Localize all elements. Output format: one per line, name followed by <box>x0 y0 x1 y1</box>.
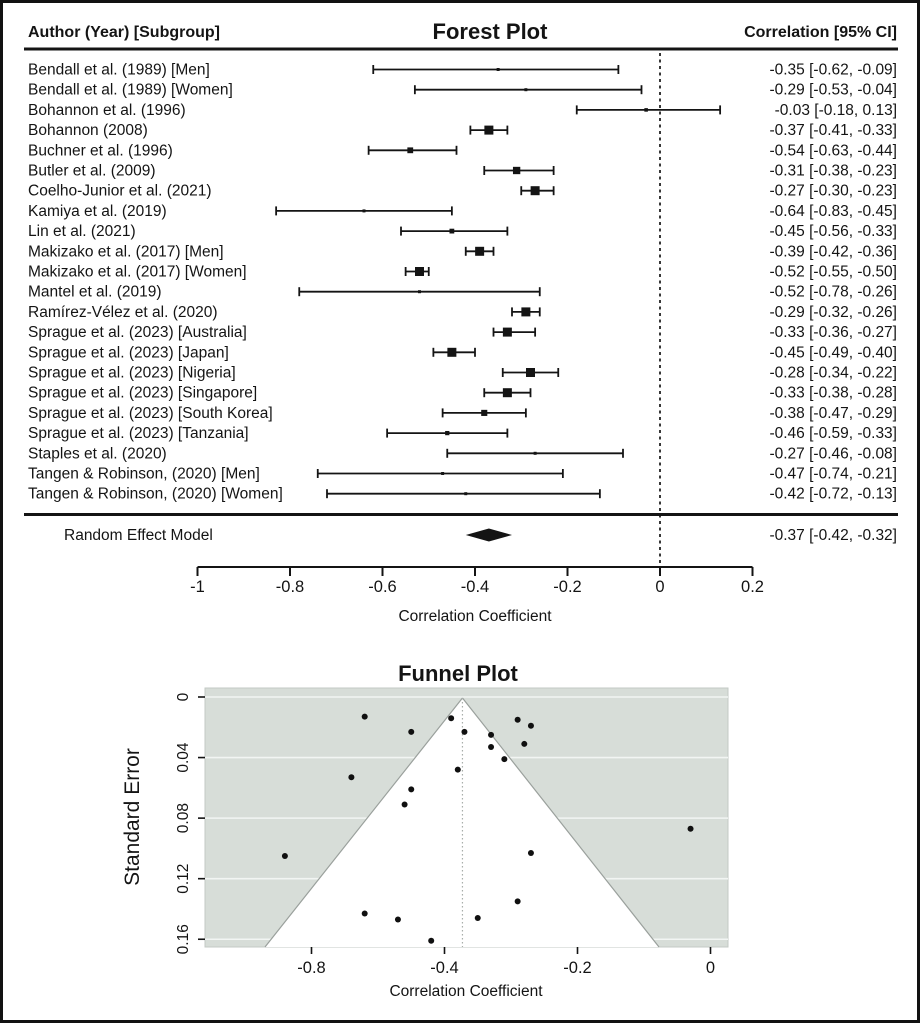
funnel-point <box>688 826 694 832</box>
funnel-point <box>501 756 507 762</box>
funnel-y-axis-label: Standard Error <box>121 748 144 886</box>
study-label: Tangen & Robinson, (2020) [Men] <box>28 465 260 483</box>
study-ci-text: -0.42 [-0.72, -0.13] <box>769 485 897 503</box>
funnel-point <box>448 715 454 721</box>
effect-square <box>503 328 512 337</box>
study-ci-text: -0.45 [-0.56, -0.33] <box>769 223 897 241</box>
funnel-plot <box>121 661 728 1000</box>
funnel-x-tick-label: -0.2 <box>563 959 592 977</box>
funnel-point <box>488 744 494 750</box>
study-label: Ramírez-Vélez et al. (2020) <box>28 303 218 321</box>
study-ci-text: -0.52 [-0.55, -0.50] <box>769 263 897 281</box>
funnel-point <box>528 723 534 729</box>
study-label: Sprague et al. (2023) [Japan] <box>28 344 229 362</box>
funnel-y-tick-label: 0.04 <box>175 742 192 773</box>
effect-square <box>513 167 520 174</box>
study-row <box>28 183 897 200</box>
funnel-point <box>408 786 414 792</box>
effect-square <box>521 307 530 316</box>
funnel-x-tick-label: -0.8 <box>297 959 326 977</box>
funnel-x-tick-label: -0.4 <box>430 959 459 977</box>
funnel-y-tick-label: 0.12 <box>175 863 192 894</box>
funnel-point <box>488 732 494 738</box>
study-label: Tangen & Robinson, (2020) [Women] <box>28 485 283 503</box>
study-label: Sprague et al. (2023) [Nigeria] <box>28 364 236 382</box>
forest-x-tick-label: -0.8 <box>275 578 305 596</box>
funnel-point <box>515 717 521 723</box>
summary-ci-text: -0.37 [-0.42, -0.32] <box>769 527 897 544</box>
funnel-point <box>461 729 467 735</box>
study-ci-text: -0.46 [-0.59, -0.33] <box>769 425 897 443</box>
study-label: Staples et al. (2020) <box>28 445 167 463</box>
forest-title: Forest Plot <box>432 19 548 44</box>
study-label: Lin et al. (2021) <box>28 223 136 241</box>
funnel-x-axis-label: Correlation Coefficient <box>389 983 543 1000</box>
study-row <box>28 82 897 99</box>
funnel-point <box>455 767 461 773</box>
effect-square <box>644 108 648 112</box>
study-row <box>28 102 897 119</box>
study-row <box>28 203 897 220</box>
forest-x-tick-label: -0.6 <box>368 578 397 596</box>
funnel-point <box>528 850 534 856</box>
forest-plot <box>24 19 898 625</box>
forest-x-tick-label: 0.2 <box>741 578 764 596</box>
study-ci-text: -0.33 [-0.38, -0.28] <box>769 384 897 402</box>
effect-square <box>497 68 500 71</box>
study-row <box>28 365 897 382</box>
study-ci-text: -0.52 [-0.78, -0.26] <box>769 283 897 301</box>
effect-square <box>526 368 535 377</box>
forest-x-tick-label: -0.4 <box>460 578 490 596</box>
funnel-y-tick-label: 0 <box>175 692 192 702</box>
study-row <box>28 223 897 240</box>
study-row <box>28 324 897 341</box>
summary-diamond <box>466 529 512 542</box>
funnel-point <box>408 729 414 735</box>
study-ci-text: -0.33 [-0.36, -0.27] <box>769 324 897 342</box>
effect-square <box>363 209 366 212</box>
funnel-point <box>402 801 408 807</box>
study-label: Buchner et al. (1996) <box>28 142 173 160</box>
funnel-point <box>362 714 368 720</box>
study-ci-text: -0.03 [-0.18, 0.13] <box>774 101 897 119</box>
study-ci-text: -0.38 [-0.47, -0.29] <box>769 404 897 422</box>
funnel-x-tick-label: 0 <box>705 959 716 977</box>
forest-x-tick-label: -0.2 <box>553 578 582 596</box>
effect-square <box>407 147 413 153</box>
effect-square <box>441 472 444 475</box>
forest-header-right: Correlation [95% CI] <box>744 24 897 41</box>
funnel-point <box>395 917 401 923</box>
study-ci-text: -0.54 [-0.63, -0.44] <box>769 142 897 160</box>
study-row <box>28 486 897 503</box>
summary-label: Random Effect Model <box>64 527 213 544</box>
study-ci-text: -0.27 [-0.30, -0.23] <box>769 182 897 200</box>
study-row <box>28 405 897 422</box>
forest-x-tick-label: 0 <box>655 578 665 596</box>
study-label: Bohannon (2008) <box>28 122 148 140</box>
effect-square <box>475 247 484 256</box>
study-ci-text: -0.47 [-0.74, -0.21] <box>769 465 897 483</box>
study-row <box>28 163 897 180</box>
effect-square <box>445 431 449 435</box>
study-label: Bendall et al. (1989) [Women] <box>28 81 233 99</box>
study-row <box>28 344 897 361</box>
study-label: Makizako et al. (2017) [Men] <box>28 243 224 261</box>
study-row <box>28 304 897 321</box>
study-label: Sprague et al. (2023) [Tanzania] <box>28 425 249 443</box>
funnel-point <box>362 911 368 917</box>
study-label: Mantel et al. (2019) <box>28 283 162 301</box>
study-row <box>28 62 897 79</box>
study-label: Kamiya et al. (2019) <box>28 202 167 220</box>
study-row <box>28 142 897 159</box>
study-label: Makizako et al. (2017) [Women] <box>28 263 247 281</box>
effect-square <box>503 388 512 397</box>
effect-square <box>531 186 540 195</box>
study-row <box>28 122 897 139</box>
effect-square <box>415 267 424 276</box>
study-label: Sprague et al. (2023) [Australia] <box>28 324 247 342</box>
study-row <box>28 385 897 402</box>
effect-square <box>524 88 527 91</box>
study-ci-text: -0.29 [-0.53, -0.04] <box>769 81 897 99</box>
study-label: Sprague et al. (2023) [South Korea] <box>28 404 273 422</box>
study-row <box>28 425 897 442</box>
funnel-point <box>282 853 288 859</box>
study-ci-text: -0.39 [-0.42, -0.36] <box>769 243 897 261</box>
effect-square <box>449 229 454 234</box>
effect-square <box>418 290 421 293</box>
forest-x-tick-label: -1 <box>190 578 205 596</box>
funnel-point <box>521 741 527 747</box>
study-label: Bendall et al. (1989) [Men] <box>28 61 210 79</box>
study-row <box>28 466 897 483</box>
effect-square <box>484 126 493 135</box>
effect-square <box>447 348 456 357</box>
study-label: Butler et al. (2009) <box>28 162 156 180</box>
forest-x-axis-label: Correlation Coefficient <box>398 608 552 625</box>
study-ci-text: -0.28 [-0.34, -0.22] <box>769 364 897 382</box>
effect-square <box>534 452 537 455</box>
funnel-point <box>428 938 434 944</box>
funnel-point <box>348 774 354 780</box>
funnel-title: Funnel Plot <box>398 661 518 686</box>
study-ci-text: -0.45 [-0.49, -0.40] <box>769 344 897 362</box>
study-row <box>28 243 897 260</box>
study-row <box>28 284 897 301</box>
study-ci-text: -0.27 [-0.46, -0.08] <box>769 445 897 463</box>
funnel-point <box>515 898 521 904</box>
study-ci-text: -0.31 [-0.38, -0.23] <box>769 162 897 180</box>
forest-header-left: Author (Year) [Subgroup] <box>28 24 220 41</box>
study-ci-text: -0.35 [-0.62, -0.09] <box>769 61 897 79</box>
effect-square <box>481 410 487 416</box>
study-label: Sprague et al. (2023) [Singapore] <box>28 384 258 402</box>
study-ci-text: -0.64 [-0.83, -0.45] <box>769 202 897 220</box>
funnel-y-tick-label: 0.16 <box>175 924 192 955</box>
study-row <box>28 445 897 462</box>
study-ci-text: -0.37 [-0.41, -0.33] <box>769 122 897 140</box>
funnel-y-tick-label: 0.08 <box>175 803 192 834</box>
study-row <box>28 264 897 281</box>
study-ci-text: -0.29 [-0.32, -0.26] <box>769 303 897 321</box>
effect-square <box>464 492 467 495</box>
study-label: Coelho-Junior et al. (2021) <box>28 182 212 200</box>
funnel-point <box>475 915 481 921</box>
study-label: Bohannon et al. (1996) <box>28 101 186 119</box>
